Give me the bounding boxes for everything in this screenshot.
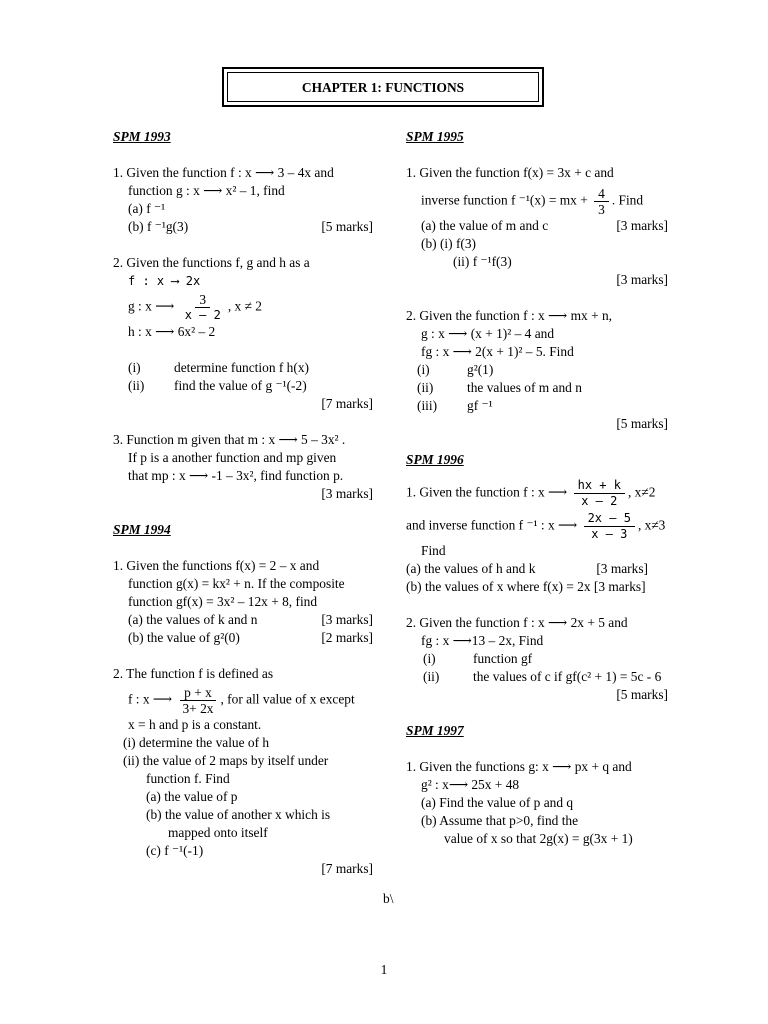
heading-spm-1994: SPM 1994: [113, 522, 171, 537]
question-1993-1: 1. Given the function f : x ⟶ 3 – 4x and function g : x ⟶ x² – 1, find (a) f ⁻¹ (b) f ⁻¹g(3) [5 marks]: [113, 165, 373, 234]
footer-note: b\: [383, 891, 394, 906]
marks-label: [7 marks]: [321, 861, 373, 876]
marks-label: [3 marks]: [616, 272, 668, 287]
chapter-title: CHAPTER 1: FUNCTIONS: [227, 72, 539, 102]
right-column: [406, 128, 668, 848]
left-column: [113, 128, 373, 878]
fraction: $\frac{hx + k}{x - 2}$: [574, 478, 625, 509]
question-1996-2: 2. Given the function f : x ⟶ 2x + 5 and fg : x ⟶13 – 2x, Find (i) function gf (ii) the values of c if gf(c² + 1) = 5c - 6 [5 marks]: [406, 615, 668, 702]
marks-label: [5 marks]: [321, 219, 373, 234]
marks-label: [3 marks]: [616, 218, 668, 233]
page-number: 1: [380, 962, 388, 977]
question-1997-1: 1. Given the functions g: x ⟶ px + q and g² : x⟶ 25x + 48 (a) Find the value of p and q (b) Assume that p>0, find the value of x so that 2g(x) = g(3x + 1): [406, 759, 633, 846]
marks-label: [3 marks]: [321, 486, 373, 501]
marks-label: [3 marks]: [321, 612, 373, 627]
heading-spm-1996: SPM 1996: [406, 452, 464, 467]
heading-spm-1995: SPM 1995: [406, 129, 464, 144]
marks-label: [5 marks]: [616, 687, 668, 702]
heading-spm-1997: SPM 1997: [406, 723, 464, 738]
fraction: $\frac{2x - 5}{x - 3}$: [584, 511, 635, 542]
fraction: $\frac{3}{x - 2}$: [184, 292, 221, 322]
question-1995-2: 2. Given the function f : x ⟶ mx + n, g : x ⟶ (x + 1)² – 4 and fg : x ⟶ 2(x + 1)² – 5. Find (i) g²(1) (ii) the values of m and n (iii) gf ⁻¹ [5 marks]: [406, 308, 668, 431]
question-1993-3: 3. Function m given that m : x ⟶ 5 – 3x² . If p is a another function and mp given that mp : x ⟶ -1 – 3x², find function p. [3 marks]: [113, 432, 373, 501]
question-1996-1: 1. Given the function f : x ⟶ $\frac{hx + k}{x - 2}$ , x≠2 and inverse function f ⁻¹ : x ⟶ $\frac{2x - 5}{x - 3}$ , x≠3 Find (a) the values of h and k [3 marks] (b) the values of x where f(x) = 2x [3 marks]: [406, 478, 666, 594]
heading-spm-1993: SPM 1993: [113, 129, 171, 144]
marks-label: [2 marks]: [321, 630, 373, 645]
question-1993-2: 2. Given the functions f, g and h as a f : x ⟶ 2x g : x ⟶ $\frac{3}{x - 2}$ , x ≠ 2 h : x ⟶ 6x² – 2 (i) determine function f h(x) (ii) find the value of g ⁻¹(-2) [7 marks]: [113, 255, 373, 411]
marks-label: [5 marks]: [616, 416, 668, 431]
fraction: $\frac{4}{3}$: [594, 186, 609, 217]
fraction: $\frac{p + x}{3+ 2x}$: [178, 685, 217, 716]
question-1994-1: 1. Given the functions f(x) = 2 – x and function g(x) = kx² + n. If the composite function gf(x) = 3x² – 12x + 8, find (a) the values of k and n [3 marks] (b) the value of g²(0) [2 marks]: [113, 558, 373, 645]
question-1994-2: 2. The function f is defined as f : x ⟶ $\frac{p + x}{3+ 2x}$ , for all value of x except x = h and p is a constant. (i) determine the value of h (ii) the value of 2 maps by itself under function f. Find (a) the value of p (b) the value of another x which is mapped onto itself (c) f ⁻¹(-1) [7 marks]: [113, 666, 373, 876]
chapter-title-box: [222, 67, 544, 107]
marks-label: [3 marks]: [596, 561, 648, 576]
question-1995-1: 1. Given the function f(x) = 3x + c and inverse function f ⁻¹(x) = mx + $\frac{4}{3}$ . Find (a) the value of m and c [3 marks] (b) (i) f(3) (ii) f ⁻¹f(3) [3 marks]: [406, 165, 668, 287]
marks-label: [7 marks]: [321, 396, 373, 411]
